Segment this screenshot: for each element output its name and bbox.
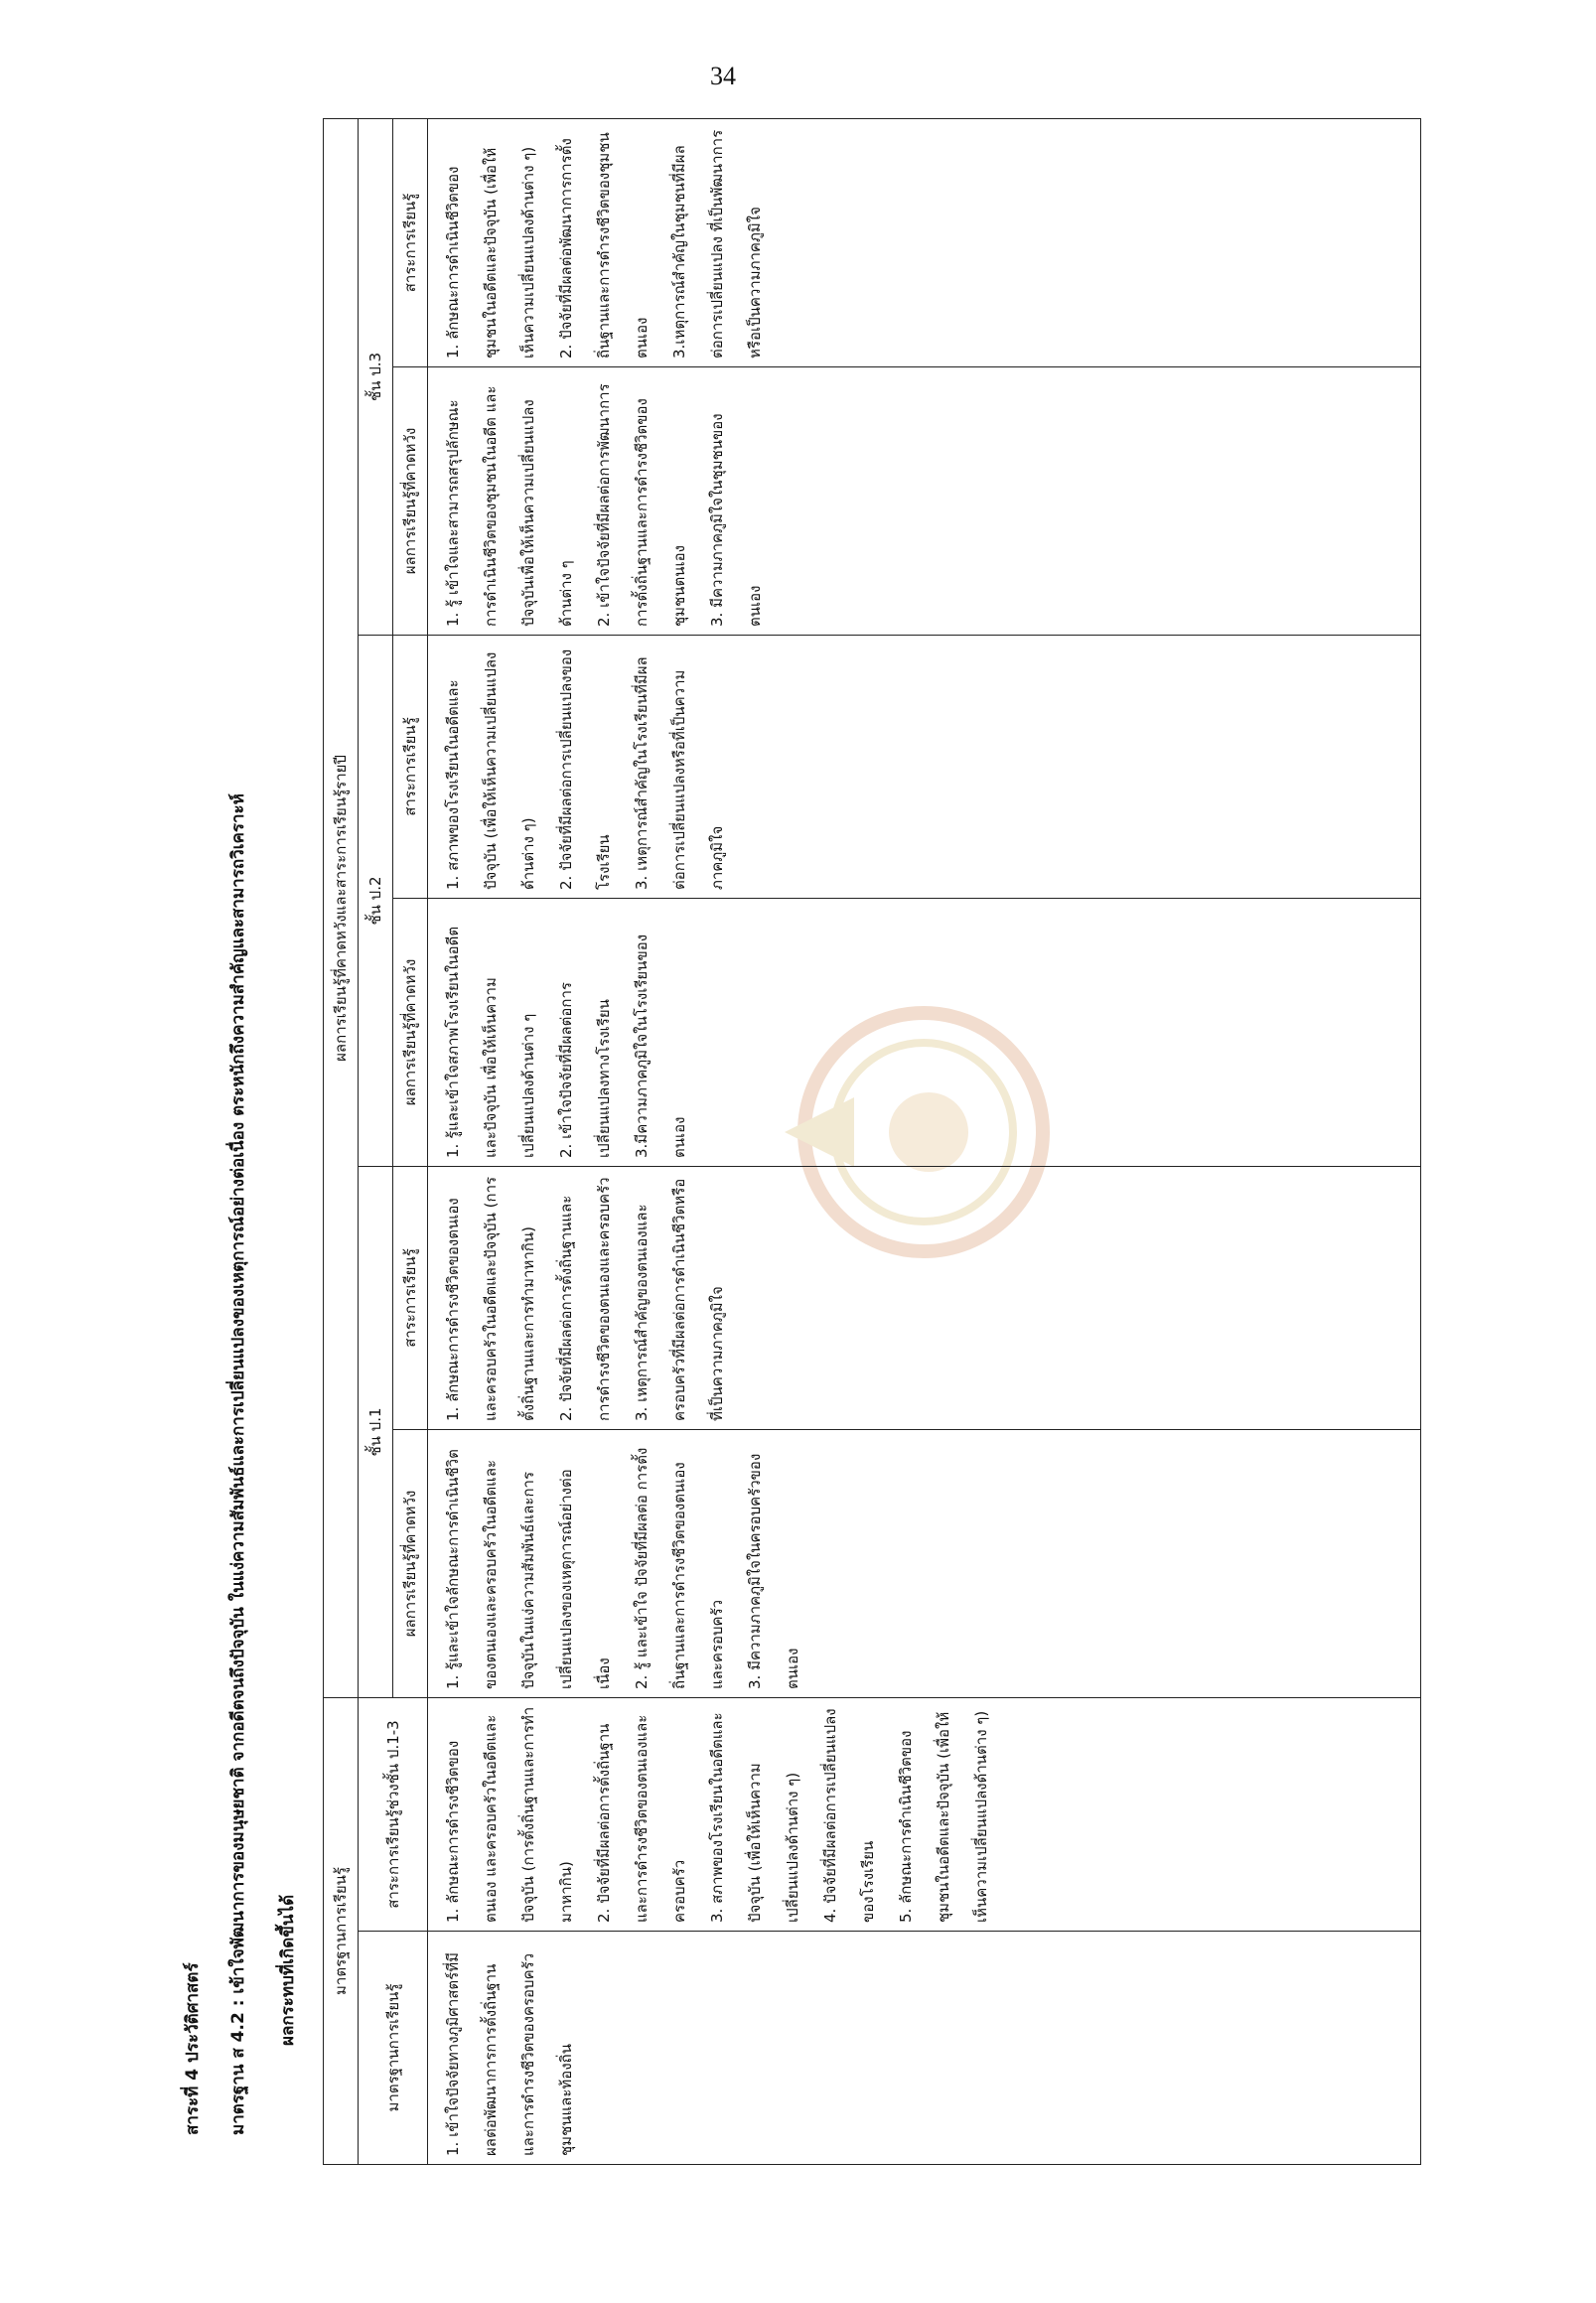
table-row xyxy=(428,118,1421,2164)
group-standard-header: มาตรฐานการเรียนรู้ xyxy=(324,1698,359,2165)
col-standard-header: มาตรฐานการเรียนรู้ xyxy=(359,1932,428,2165)
group-yearly-header: ผลการเรียนรู้ที่คาดหวังและสาระการเรียนรู้รายปี xyxy=(324,118,359,1697)
page-number: 34 xyxy=(710,62,736,90)
col-range-header: สาระการเรียนรู้ช่วงชั้น ป.1-3 xyxy=(359,1698,428,1932)
p1-expected-cell: 1. รู้และเข้าใจลักษณะการดำเนินชีวิตของตนเองและครอบครัวในอดีตและปัจจุบันในแง่ความสัมพันธ์และการเปลี่ยนแปลงของเหตุการณ์อย่างต่อเนื่อง 2. รู้ และเข้าใจ ปัจจัยที่มีผลต่อ การตั้งถิ่นฐานและการดำรงชีวิตของตนเองและครอบครัว 3. มีความภาคภูมิใจในครอบครัวของตนเอง xyxy=(428,1430,1421,1698)
standard-heading: มาตรฐาน ส 4.2 : เข้าใจพัฒนาการของมนุษยชาติ จากอดีตจนถึงปัจจุบัน ในแง่ความสัมพันธ์และการเปลี่ยนแปลงของเหตุการณ์อย่างต่อเนื่อง ตระหนักถึงความสำคัญและสามารถวิเคราะห์ xyxy=(228,793,248,2135)
p3-content-cell: 1. ลักษณะการดำเนินชีวิตของชุมชนในอดีตและปัจจุบัน (เพื่อให้เห็นความเปลี่ยนแปลงด้านต่าง ๆ) 2. ปัจจัยที่มีผลต่อพัฒนาการการตั้งถิ่นฐานและการดำรงชีวิตของชุมชนตนเอง 3.เหตุการณ์สำคัญในชุมชนที่มีผลต่อการเปลี่ยนแปลง ที่เป็นพัฒนาการหรือเป็นความภาคภูมิใจ xyxy=(428,118,1421,366)
p1-content-header: สาระการเรียนรู้ xyxy=(393,1167,428,1430)
standard-heading-continued: ผลกระทบที่เกิดขึ้นได้ xyxy=(278,1894,298,2046)
p1-expected-header: ผลการเรียนรู้ที่คาดหวัง xyxy=(393,1430,428,1698)
p3-expected-cell: 1. รู้ เข้าใจและสามารถสรุปลักษณะการดำเนินชีวิตของชุมชนในอดีต และปัจจุบันเพื่อให้เห็นความเปลี่ยนแปลงด้านต่าง ๆ 2. เข้าใจปัจจัยที่มีผลต่อการพัฒนาการการตั้งถิ่นฐานและการดำรงชีวิตของชุมชนตนเอง 3. มีความภาคภูมิใจในชุมชนของตนเอง xyxy=(428,367,1421,636)
p3-content-header: สาระการเรียนรู้ xyxy=(393,118,428,366)
p1-content-cell: 1. ลักษณะการดำรงชีวิตของตนเอง และครอบครัวในอดีตและปัจจุบัน (การตั้งถิ่นฐานและการทำมาหากิน) 2. ปัจจัยที่มีผลต่อการตั้งถิ่นฐานและการดำรงชีวิตของตนเองและครอบครัว 3. เหตุการณ์สำคัญของตนเองและครอบครัวที่มีผลต่อการดำเนินชีวิตหรือที่เป็นความภาคภูมิใจ xyxy=(428,1167,1421,1430)
range-content-cell: 1. ลักษณะการดำรงชีวิตของตนเอง และครอบครัวในอดีตและปัจจุบัน (การตั้งถิ่นฐานและการทำมาหากิน) 2. ปัจจัยที่มีผลต่อการตั้งถิ่นฐานและการดำรงชีวิตของตนเองและครอบครัว 3. สภาพของโรงเรียนในอดีตและปัจจุบัน (เพื่อให้เห็นความเปลี่ยนแปลงด้านต่าง ๆ) 4. ปัจจัยที่มีผลต่อการเปลี่ยนแปลงของโรงเรียน 5. ลักษณะการดำเนินชีวิตของ ชุมชนในอดีตและปัจจุบัน (เพื่อให้เห็นความเปลี่ยนแปลงด้านต่าง ๆ) xyxy=(428,1698,1421,1932)
standard-cell: 1. เข้าใจปัจจัยทางภูมิศาสตร์ที่มีผลต่อพัฒนาการการตั้งถิ่นฐาน และการดำรงชีวิตของครอบครัว ชุมชนและท้องถิ่น xyxy=(428,1932,1421,2165)
p3-expected-header: ผลการเรียนรู้ที่คาดหวัง xyxy=(393,367,428,636)
rotated-page-content xyxy=(179,119,1470,2165)
p2-content-header: สาระการเรียนรู้ xyxy=(393,636,428,899)
p2-expected-header: ผลการเรียนรู้ที่คาดหวัง xyxy=(393,899,428,1167)
grade1-header: ชั้น ป.1 xyxy=(359,1167,393,1698)
p2-expected-cell: 1. รู้และเข้าใจสภาพโรงเรียนในอดีต และปัจจุบัน เพื่อให้เห็นความเปลี่ยนแปลงด้านต่าง ๆ 2. เข้าใจปัจจัยที่มีผลต่อการเปลี่ยนแปลงทางโรงเรียน 3.มีความภาคภูมิใจในโรงเรียนของตนเอง xyxy=(428,899,1421,1167)
table-header-row xyxy=(324,118,359,2164)
subject-heading: สาระที่ 4 ประวัติศาสตร์ xyxy=(183,1962,203,2135)
table-header-row xyxy=(359,118,393,2164)
grade2-header: ชั้น ป.2 xyxy=(359,636,393,1167)
grade3-header: ชั้น ป.3 xyxy=(359,118,393,635)
curriculum-table xyxy=(323,118,1421,2165)
p2-content-cell: 1. สภาพของโรงเรียนในอดีตและปัจจุบัน (เพื่อให้เห็นความเปลี่ยนแปลงด้านต่าง ๆ) 2. ปัจจัยที่มีผลต่อการเปลี่ยนแปลงของโรงเรียน 3. เหตุการณ์สำคัญในโรงเรียนที่มีผลต่อการเปลี่ยนแปลงหรือที่เป็นความภาคภูมิใจ xyxy=(428,636,1421,899)
